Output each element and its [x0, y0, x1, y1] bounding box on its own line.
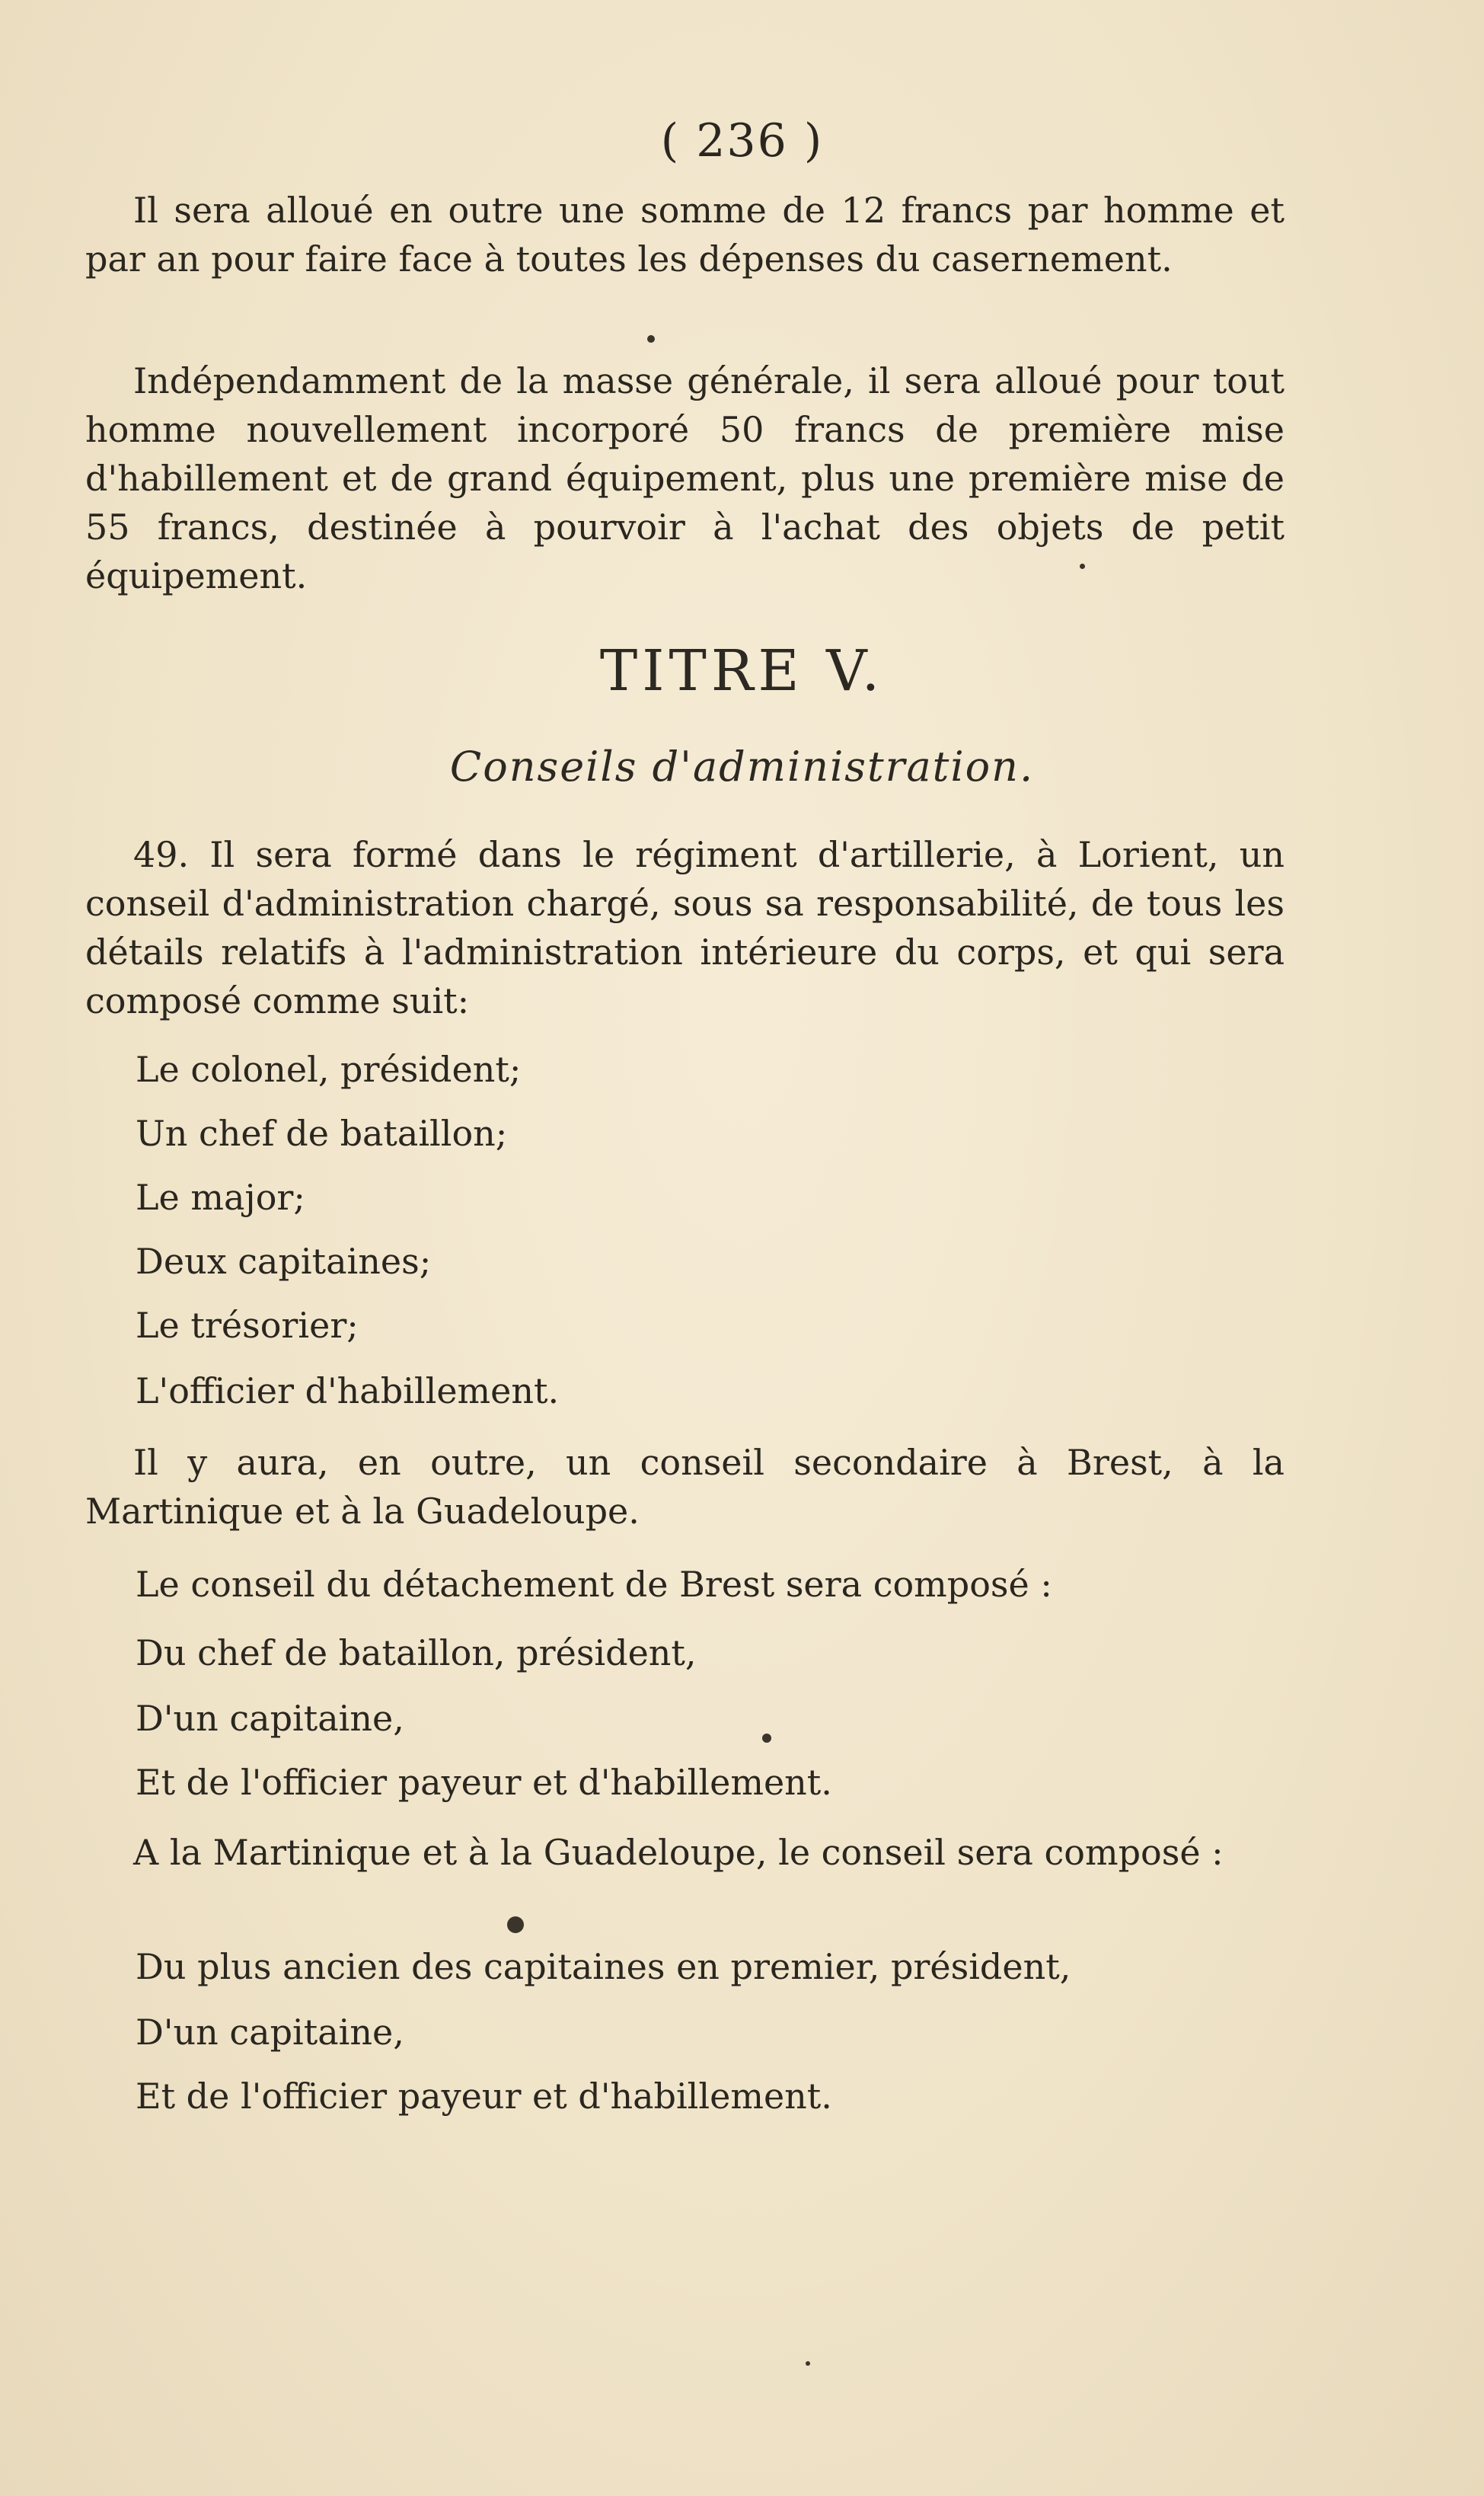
- ink-speck: [1080, 564, 1085, 569]
- list-item: D'un capitaine,: [136, 2012, 404, 2053]
- list-item: Un chef de bataillon;: [136, 1113, 508, 1154]
- brest-intro: Le conseil du détachement de Brest sera composé :: [136, 1564, 1052, 1605]
- list-item: Le trésorier;: [136, 1305, 359, 1346]
- paragraph-text: Il y aura, en outre, un conseil secondaire à Brest, à la Martinique et à la Guadeloupe.: [85, 1442, 1285, 1532]
- paragraph-secondary-council: [85, 1438, 1285, 1536]
- section-subtitle: Conseils d'administration.: [449, 743, 1035, 791]
- paragraph-text: 49. Il sera formé dans le régiment d'artillerie, à Lorient, un conseil d'administration chargé, sous sa responsabilité, de tous les détails relatifs à l'administration intérieure du corps, et qui sera composé comme suit:: [85, 834, 1285, 1021]
- list-item: Du chef de bataillon, président,: [136, 1632, 697, 1673]
- list-item: Le colonel, président;: [136, 1049, 522, 1090]
- ink-speck: [762, 1734, 771, 1743]
- paragraph-casernement: [85, 186, 1285, 283]
- list-item: D'un capitaine,: [136, 1698, 404, 1739]
- paragraph-premiere-mise: [85, 356, 1285, 600]
- paragraph-text: Il sera alloué en outre une somme de 12 francs par homme et par an pour faire face à toutes les dépenses du casernement.: [85, 190, 1285, 280]
- paragraph-text: Indépendamment de la masse générale, il sera alloué pour tout homme nouvellement incorporé 50 francs de première mise d'habillement et de grand équipement, plus une première mise de 55 francs, destinée à pourvoir à l'achat des objets de petit équipement.: [85, 360, 1285, 596]
- paragraph-antilles: [85, 1828, 1285, 1877]
- list-item: Du plus ancien des capitaines en premier, président,: [136, 1946, 1071, 1987]
- article-49: [85, 830, 1285, 1025]
- ink-speck: [507, 1916, 524, 1933]
- ink-speck: [806, 2361, 810, 2366]
- section-title: TITRE V.: [599, 638, 885, 704]
- ink-speck: [647, 335, 655, 343]
- list-item: Et de l'officier payeur et d'habillement.: [136, 1762, 832, 1803]
- page-number: ( 236 ): [660, 114, 824, 168]
- list-item: Et de l'officier payeur et d'habillement.: [136, 2076, 832, 2117]
- list-item: L'officier d'habillement.: [136, 1370, 560, 1411]
- paragraph-text: A la Martinique et à la Guadeloupe, le conseil sera composé :: [133, 1832, 1224, 1873]
- list-item: Deux capitaines;: [136, 1241, 432, 1282]
- list-item: Le major;: [136, 1177, 305, 1218]
